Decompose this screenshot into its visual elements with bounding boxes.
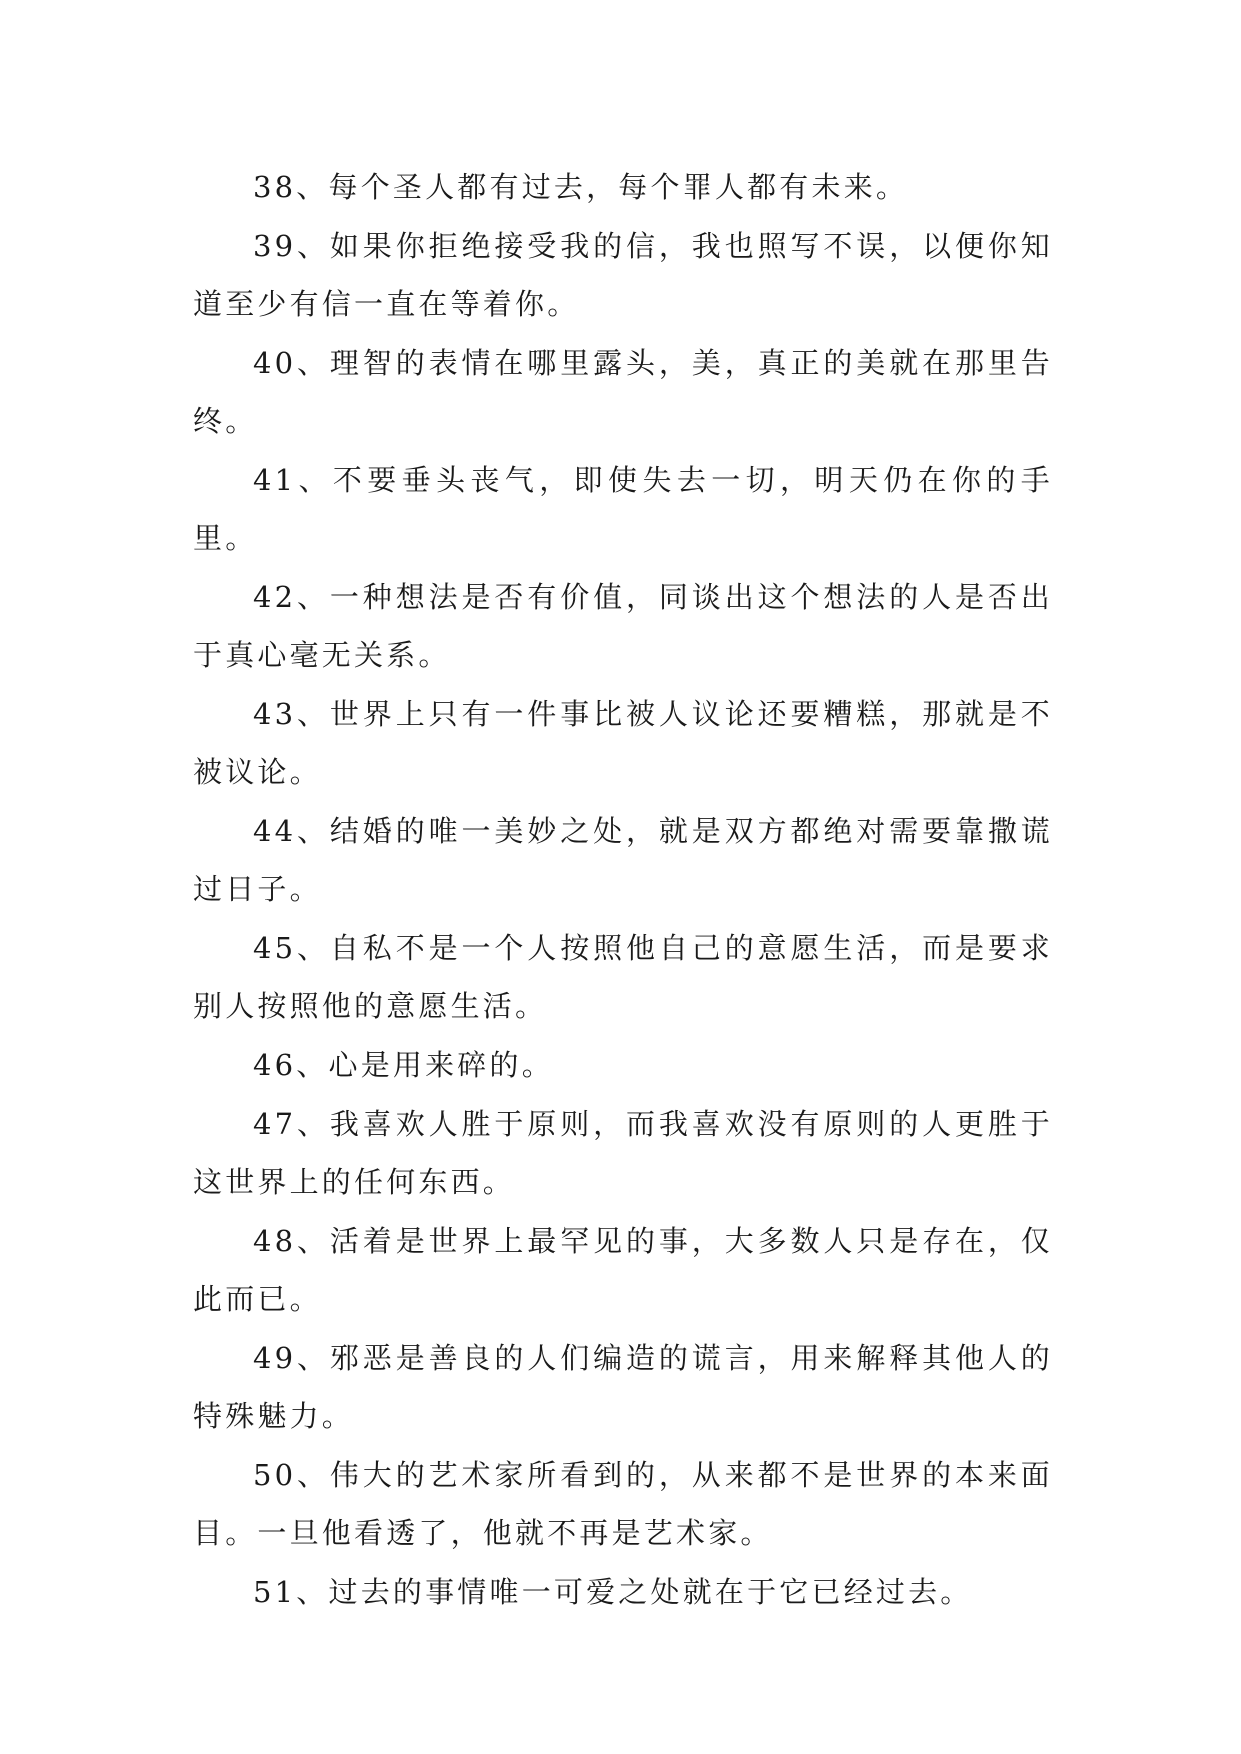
quote-paragraph-45: 45、自私不是一个人按照他自己的意愿生活，而是要求别人按照他的意愿生活。 (193, 931, 1053, 1023)
quote-paragraph-51: 51、过去的事情唯一可爱之处就在于它已经过去。 (253, 1575, 973, 1609)
quote-paragraph-44: 44、结婚的唯一美妙之处，就是双方都绝对需要靠撒谎过日子。 (193, 814, 1053, 906)
quote-paragraph-43: 43、世界上只有一件事比被人议论还要糟糕，那就是不被议论。 (193, 697, 1053, 789)
quote-paragraph-38: 38、每个圣人都有过去，每个罪人都有未来。 (253, 170, 909, 204)
quote-paragraph-48: 48、活着是世界上最罕见的事，大多数人只是存在，仅此而已。 (193, 1224, 1053, 1316)
quote-paragraph-47: 47、我喜欢人胜于原则，而我喜欢没有原则的人更胜于这世界上的任何东西。 (193, 1107, 1053, 1199)
quote-paragraph-39: 39、如果你拒绝接受我的信，我也照写不误，以便你知道至少有信一直在等着你。 (193, 229, 1053, 321)
quote-paragraph-42: 42、一种想法是否有价值，同谈出这个想法的人是否出于真心毫无关系。 (193, 580, 1053, 672)
document-body (193, 158, 1053, 1622)
quote-paragraph-50: 50、伟大的艺术家所看到的，从来都不是世界的本来面目。一旦他看透了，他就不再是艺术家。 (193, 1458, 1053, 1550)
quote-paragraph-49: 49、邪恶是善良的人们编造的谎言，用来解释其他人的特殊魅力。 (193, 1341, 1053, 1433)
quote-paragraph-41: 41、不要垂头丧气，即使失去一切，明天仍在你的手里。 (193, 463, 1053, 555)
quote-paragraph-46: 46、心是用来碎的。 (253, 1048, 554, 1082)
quote-paragraph-40: 40、理智的表情在哪里露头，美，真正的美就在那里告终。 (193, 346, 1053, 438)
